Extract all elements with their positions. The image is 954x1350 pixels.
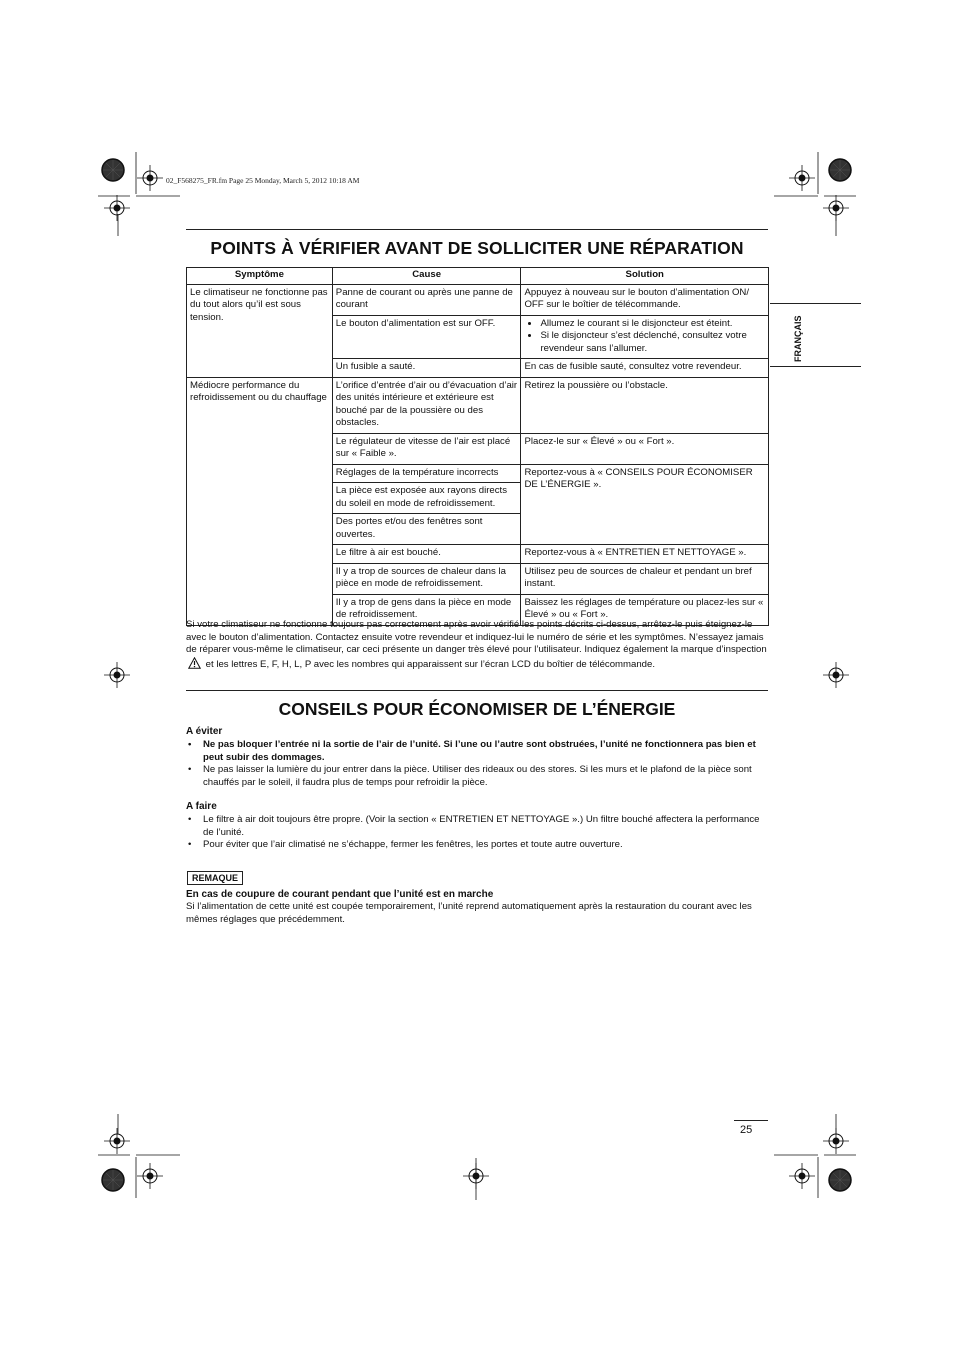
cause-cell: Il y a trop de sources de chaleur dans la pièce en mode de refroidissement.: [332, 563, 521, 594]
note-text-part1: Si votre climatiseur ne fonctionne toujours pas correctement après avoir vérifié les points décrits ci-dessus, arrêtez-le puis éteignez-le avec le bouton d’alimentation. Contactez ensuite votre revendeur et indiquez-lui le numéro de série et les symptômes. N’essayez jamais de réparer vous-même le climatiseur, car ceci présente un danger très élevé pour l’utilisateur. Indiquez également la marque d’inspection: [186, 619, 767, 656]
section-rule: [186, 690, 768, 691]
solution-bullet: • Si le disjoncteur s’est déclenché, consultez votre revendeur sans l’allumer.: [540, 330, 765, 355]
table-row: [187, 284, 769, 315]
remark-heading: En cas de coupure de courant pendant que l’unité est en marche: [186, 889, 494, 900]
solution-cell: Reportez-vous à « ENTRETIEN ET NETTOYAGE ».: [521, 545, 769, 564]
solution-cell: Appuyez à nouveau sur le bouton d’alimentation ON/ OFF sur le boîtier de télécommande.: [521, 284, 769, 315]
solution-cell: Baissez les réglages de température ou placez-les sur « Élevé » ou « Fort ».: [521, 594, 769, 625]
do-section: [186, 801, 768, 852]
cause-cell: Le bouton d’alimentation est sur OFF.: [332, 315, 521, 359]
list-item: • Ne pas laisser la lumière du jour entrer dans la pièce. Utiliser des rideaux ou des stores. Si les murs et le plafond de la pièce sont chauffés par le soleil, il faudra plus de temps pour refroidir la pièce.: [186, 764, 768, 789]
list-item: • Pour éviter que l’air climatisé ne s’échappe, fermer les fenêtres, les portes et toute autre ouverture.: [186, 839, 768, 852]
language-tab-label: FRANÇAIS: [793, 315, 803, 362]
language-tab: [770, 303, 861, 367]
troubleshooting-table: [186, 267, 769, 626]
section-title-energy: CONSEILS POUR ÉCONOMISER DE L’ÉNERGIE: [278, 699, 676, 719]
list-item: • Le filtre à air doit toujours être propre. (Voir la section « ENTRETIEN ET NETTOYAGE ».) Un filtre bouché affectera la performance de l’unité.: [186, 814, 768, 839]
solution-bullet: • Allumez le courant si le disjoncteur est éteint.: [540, 318, 765, 331]
file-header: 02_F568275_FR.fm Page 25 Monday, March 5, 2012 10:18 AM: [166, 176, 360, 185]
solution-cell: Placez-le sur « Élevé » ou « Fort ».: [521, 433, 769, 464]
top-rule: [186, 229, 768, 230]
cause-cell: Réglages de la température incorrects: [332, 464, 521, 483]
symptom-cell: Le climatiseur ne fonctionne pas du tout alors qu’il est sous tension.: [187, 284, 333, 377]
col-header-solution: Solution: [521, 268, 769, 285]
table-header-row: [187, 268, 769, 285]
symptom-cell: Médiocre performance du refroidissement ou du chauffage: [187, 377, 333, 625]
do-heading: A faire: [186, 801, 217, 812]
remark-label: REMAQUE: [187, 871, 243, 885]
col-header-cause: Cause: [332, 268, 521, 285]
troubleshooting-note: [186, 619, 768, 671]
solution-cell: En cas de fusible sauté, consultez votre revendeur.: [521, 359, 769, 378]
section-title-repair: POINTS À VÉRIFIER AVANT DE SOLLICITER UNE RÉPARATION: [210, 238, 744, 258]
footer-rule: [734, 1120, 768, 1121]
table-row: [187, 377, 769, 433]
cause-cell: Un fusible a sauté.: [332, 359, 521, 378]
remark-section: [186, 889, 768, 926]
warning-triangle-icon: [188, 657, 201, 669]
page-number: 25: [740, 1124, 753, 1136]
cause-cell: Le filtre à air est bouché.: [332, 545, 521, 564]
list-item: • Ne pas bloquer l’entrée ni la sortie de l’air de l’unité. Si l’une ou l’autre sont obstruées, l’unité ne fonctionnera pas bien et peut subir des dommages.: [186, 739, 768, 764]
cause-cell: Panne de courant ou après une panne de courant: [332, 284, 521, 315]
solution-cell: Utilisez peu de sources de chaleur et pendant un bref instant.: [521, 563, 769, 594]
solution-cell: Reportez-vous à « CONSEILS POUR ÉCONOMISER DE L’ÉNERGIE ».: [521, 464, 769, 545]
cause-cell: La pièce est exposée aux rayons directs du soleil en mode de refroidissement.: [332, 483, 521, 514]
avoid-heading: A éviter: [186, 726, 223, 737]
solution-cell: Retirez la poussière ou l’obstacle.: [521, 377, 769, 433]
cause-cell: Il y a trop de gens dans la pièce en mode de refroidissement.: [332, 594, 521, 625]
cause-cell: Le régulateur de vitesse de l’air est placé sur « Faible ».: [332, 433, 521, 464]
col-header-symptom: Symptôme: [187, 268, 333, 285]
cause-cell: L’orifice d’entrée d’air ou d’évacuation d’air des unités intérieure et extérieure est bouché par de la poussière ou des obstacles.: [332, 377, 521, 433]
avoid-section: [186, 726, 768, 789]
cause-cell: Des portes et/ou des fenêtres sont ouvertes.: [332, 514, 521, 545]
solution-cell: [521, 315, 769, 359]
remark-text: Si l’alimentation de cette unité est coupée temporairement, l’unité reprend automatiquement après la restauration du courant avec les mêmes réglages que précédemment.: [186, 901, 752, 925]
note-text-part2: et les lettres E, F, H, L, P avec les nombres qui apparaissent sur l’écran LCD du boîtier de télécommande.: [205, 658, 656, 670]
